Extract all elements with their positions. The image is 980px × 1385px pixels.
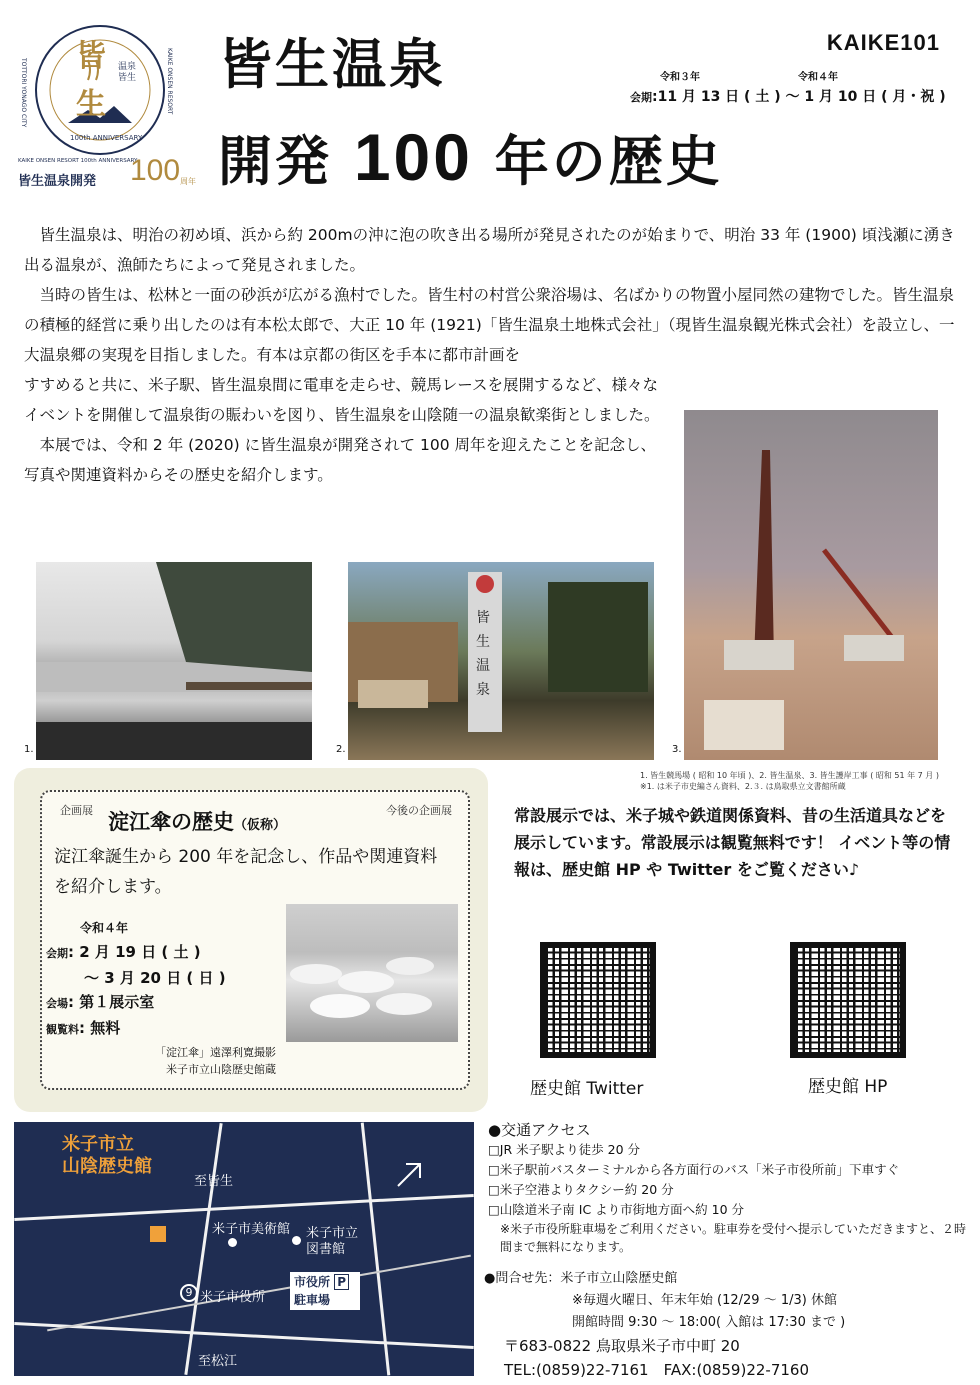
- photo-caption-1: 1. 皆生競馬場 ( 昭和 10 年頃 )、2. 皆生温泉、3. 皆生護岸工事 ( 昭和 51 年 7 月 ): [640, 771, 939, 780]
- contact-address: 〒683-0822 鳥取県米子市中町 20: [504, 1337, 740, 1355]
- map-title: [62, 1134, 152, 1178]
- intro-p1: 皆生温泉は、明治の初め頃、浜から約 200mの沖に泡の吹き出る場所が発見されたのが始まりで、明治 33 年 (1900) 頃浅瀬に湧き出る温泉が、漁師たちによって発見されました。: [24, 226, 955, 274]
- period-label: 会期: [630, 91, 652, 104]
- map-title-2: 山陰歴史館: [62, 1156, 152, 1177]
- special-fee-label: 観覧料: [46, 1023, 79, 1036]
- period-text: :11 月 13 日 ( 土 ) 〜 1 月 10 日 ( 月・祝 ): [652, 89, 946, 105]
- photo-seawall-scene: [684, 410, 938, 760]
- photo-onsen-street: [348, 562, 654, 760]
- access-item: □山陰道米子南 IC より市街地方面へ約 10 分: [488, 1202, 745, 1217]
- special-desc: 淀江傘誕生から 200 年を記念し、作品や関連資料を紹介します。: [54, 847, 438, 897]
- hp-qr-code[interactable]: [790, 942, 906, 1058]
- art-museum-dot-icon: [228, 1238, 237, 1247]
- intro-p2a: 当時の皆生は、松林と一面の砂浜が広がる漁村でした。皆生村の村営公衆浴場は、名ばかりの物置小屋同然の建物でした。皆生温泉の積極的経営に乗り出したのは有本松太郎で、大正 10 年 (1921)「皆生温泉土地株式会社」（現皆生温泉観光株式会社）を設立し、一大温泉郷の実現を目指しました。有本は京都の街区を手本に都市計画を: [24, 286, 955, 364]
- twitter-qr-code[interactable]: [540, 942, 656, 1058]
- event-code: KAIKE101: [826, 30, 940, 55]
- special-title-text: 淀江傘の歴史: [108, 810, 234, 834]
- library-dot-icon: [292, 1236, 301, 1245]
- logo-anniv: 100th ANNIVERSARY: [70, 134, 143, 142]
- era-start: 令和３年: [660, 72, 700, 83]
- museum-marker-icon: [150, 1226, 166, 1242]
- parking-icon: P: [334, 1274, 349, 1290]
- photo-seawall-construction: [684, 410, 938, 760]
- map-parking-2: 駐車場: [294, 1293, 331, 1307]
- north-arrow-icon: [394, 1160, 424, 1190]
- access-map: [14, 1122, 474, 1376]
- map-library-1: 米子市立: [306, 1226, 359, 1241]
- twitter-qr-label: 歴史館 Twitter: [530, 1079, 644, 1099]
- contact-hours: 開館時間 9:30 〜 18:00( 入館は 17:30 まで ): [572, 1315, 846, 1330]
- map-city-hall: 米子市役所: [200, 1290, 266, 1305]
- map-to-matsue: 至松江: [198, 1354, 238, 1369]
- special-period1: : 2 月 19 日 ( 土 ): [68, 943, 201, 961]
- title-line2-num: 100: [353, 120, 473, 194]
- logo-ring-right: KAIKE ONSEN RESORT: [166, 48, 173, 115]
- anniversary-logo: [18, 18, 208, 198]
- address-block: [504, 1334, 809, 1382]
- logo-big-num: 100: [130, 154, 181, 187]
- photo-racecourse: [36, 562, 312, 760]
- map-art-museum: 米子市美術館: [212, 1222, 291, 1237]
- access-note: ※米子市役所駐車場をご利用ください。駐車券を受付へ提示していただきますと、２時間まで無料になります。: [500, 1222, 967, 1254]
- access-item: □JR 米子駅より徒歩 20 分: [488, 1142, 641, 1157]
- special-period-label: 会期: [46, 947, 68, 960]
- special-title: [108, 806, 286, 836]
- hp-qr-label: 歴史館 HP: [808, 1077, 888, 1097]
- logo-shu: 周年: [180, 177, 196, 186]
- title-line2-b: 年の歴史: [494, 130, 723, 193]
- access-item: □米子駅前バスターミナルから各方面行のバス「米子市役所前」下車すぐ: [488, 1162, 900, 1177]
- contact-closed: ※毎週火曜日、年末年始 (12/29 〜 1/3) 休館: [572, 1293, 837, 1308]
- special-photo-cap1: 「淀江傘」遠澤利寛撮影: [155, 1046, 276, 1059]
- photo-num-1: 1.: [24, 744, 34, 755]
- special-info: [46, 916, 226, 1042]
- photo-num-3: 3.: [672, 744, 682, 755]
- access-info: [488, 1120, 968, 1256]
- era-end: 令和４年: [798, 72, 838, 83]
- special-photo-cap2: 米子市立山陰歴史館蔵: [166, 1063, 276, 1076]
- sign-text: 皆生温泉: [476, 610, 490, 698]
- map-parking: [290, 1272, 360, 1310]
- special-tag-right: 今後の企画展: [386, 804, 452, 817]
- special-tag-left: 企画展: [60, 804, 93, 817]
- special-venue-label: 会場: [46, 997, 68, 1010]
- special-fee: : 無料: [79, 1019, 121, 1037]
- map-title-1: 米子市立: [62, 1134, 134, 1155]
- title-line2: [218, 120, 723, 194]
- logo-name: 皆生温泉開発: [18, 174, 97, 189]
- logo-char-bottom: 生: [76, 87, 106, 122]
- photo-caption-2: ※1. は米子市史編さん資料、2.３. は鳥取県立文書館所蔵: [640, 782, 846, 791]
- contact-label: ●問合せ先：米子市立山陰歴史館: [484, 1271, 678, 1286]
- special-title-note: （仮称）: [234, 818, 287, 833]
- photo-onsen-street-scene: [348, 562, 654, 760]
- intro-p2b: すすめると共に、米子駅、皆生温泉間に電車を走らせ、競馬レースを展開するなど、様々なイベントを開催して温泉街の賑わいを図り、皆生温泉を山陰随一の温泉歓楽街としました。: [24, 376, 660, 424]
- map-parking-1: 市役所: [294, 1275, 331, 1289]
- map-to-kaike: 至皆生: [194, 1174, 234, 1189]
- photo-caption: [640, 770, 939, 792]
- logo-char-top: 皆: [76, 39, 106, 74]
- photo-racecourse-scene: [36, 562, 312, 760]
- logo-side-text: 温泉 皆生: [118, 62, 137, 83]
- intro-p3: 本展では、令和 2 年 (2020) に皆生温泉が開発されて 100 周年を迎えたことを記念し、写真や関連資料からその歴史を紹介します。: [24, 436, 657, 484]
- access-heading: ●交通アクセス: [488, 1121, 591, 1139]
- photo-umbrellas-scene: [286, 904, 458, 1042]
- period: [630, 86, 946, 106]
- map-library: [306, 1226, 358, 1258]
- contact-info: [484, 1268, 964, 1334]
- access-item: □米子空港よりタクシー約 20 分: [488, 1182, 674, 1197]
- logo-sub: KAIKE ONSEN RESORT 100th ANNIVERSARY: [18, 158, 138, 164]
- map-library-2: 図書館: [306, 1242, 346, 1257]
- route-num-icon: 9: [180, 1284, 198, 1302]
- title-line2-a: 開発: [218, 130, 332, 193]
- special-period2: 〜 3 月 20 日 ( 日 ): [84, 969, 226, 987]
- logo-ring-left: TOTTORI YONAGO CITY: [20, 58, 27, 128]
- special-venue: : 第１展示室: [68, 993, 155, 1011]
- contact-phone: TEL:(0859)22-7161 FAX:(0859)22-7160: [504, 1361, 809, 1379]
- special-photo-caption: [154, 1044, 276, 1078]
- special-era: 令和４年: [80, 921, 129, 935]
- photo-umbrellas: [286, 904, 458, 1042]
- photo-num-2: 2.: [336, 744, 346, 755]
- title-line1: 皆生温泉: [218, 33, 446, 96]
- permanent-exhibition-text: 常設展示では、米子城や鉄道関係資料、昔の生活道具などを展示しています。常設展示は観覧無料です！ イベント等の情報は、歴史館 HP や Twitter をご覧ください♪: [514, 806, 951, 879]
